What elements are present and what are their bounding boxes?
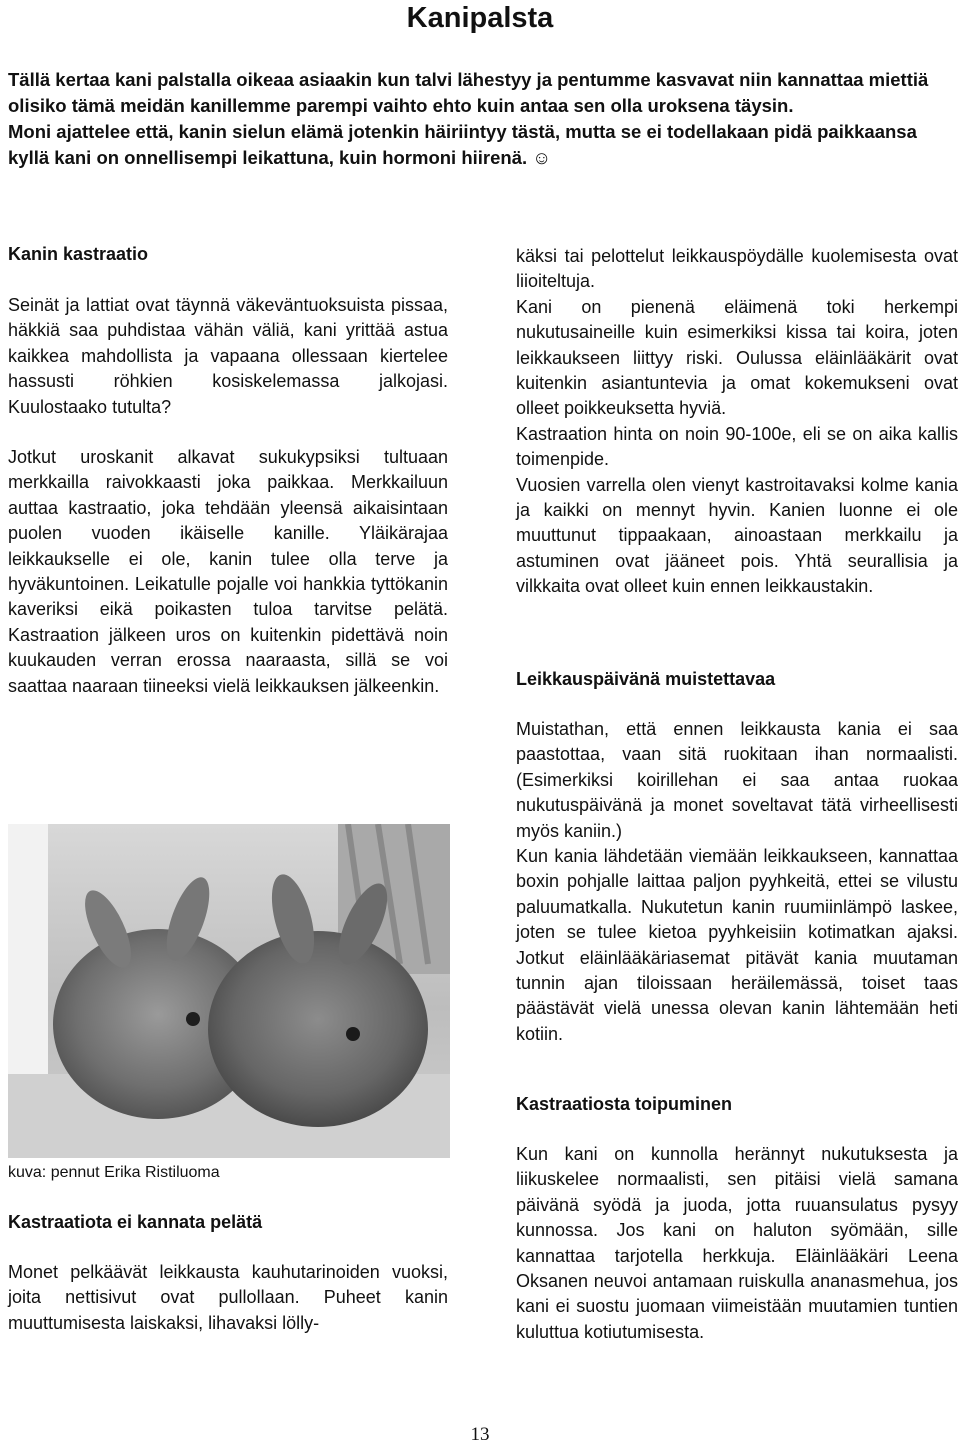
right-paragraph-day-2: Kun kania lähdetään viemään leikkaukseen, kannattaa boxin pohjalle laittaa paljon pyyhkeitä, ettei se vilustu paluumatkalla. Nukutetun kanin ruumiinlämpö laskee, joten se tulee kietoa pyyhkeisiin kotimatkan ajaksi. Jotkut eläinlääkäriasemat pitävät kania muutaman tunnin ajan tiloissaan heräilemässä, toiset taas päästävät vielä unessa olevan kanin lähtemään heti kotiin. [516, 846, 958, 1044]
right-paragraph-cont-2: Kani on pienenä eläimenä toki herkempi nukutusaineille kuin esimerkiksi kissa tai koira, joten leikkaukseen liittyy riski. Oulussa eläinlääkärit ovat kuitenkin asiantuntevia ja omat kokemukseni ovat olleet poikkeuksetta hyviä. [516, 296, 958, 419]
right-paragraph-cont-4: Vuosien varrella olen vienyt kastroitavaksi kolme kania ja kaikki on mennyt hyvin. Kanien luonne ei ole muuttunut tippaakaan, ainoastaan merkkailu ja astuminen ovat jääneet pois. Yhtä seurallisia ja vilkkaita ovat olleet kuin ennen leikkaustakin. [516, 474, 958, 597]
right-column [516, 244, 958, 600]
heading-kastraatiosta-toipuminen: Kastraatiosta toipuminen [516, 1094, 733, 1114]
rabbit-photo [8, 824, 450, 1158]
heading-leikkauspaivana-muistettavaa: Leikkauspäivänä muistettavaa [516, 669, 776, 689]
left-column-lower [8, 1210, 448, 1336]
page-number: 13 [470, 1424, 490, 1445]
intro-paragraph-1: Tällä kertaa kani palstalla oikeaa asiaakin kun talvi lähestyy ja pentumme kasvavat niin kannattaa miettiä olisiko tämä meidän kanillemme parempi vaihto ehto kuin antaa sen olla uroksena täysin. [8, 69, 929, 116]
intro-paragraph-2: Moni ajattelee että, kanin sielun elämä jotenkin häiriintyy tästä, mutta se ei todellakaan pidä paikkaansa kyllä kani on onnellisempi leikattuna, kuin hormoni hiirenä. ☺ [8, 121, 917, 168]
right-column-mid [516, 667, 958, 1047]
left-paragraph-2: Jotkut uroskanit alkavat sukukypsiksi tultuaan merkkailla raivokkaasti joka paikkaa. Merkkailuun auttaa kastraatio, joka tehdään yleensä aikaisintaan puolen vuoden ikäiselle kanille. Yläikärajaa leikkaukselle ei ole, kanin tulee olla terve ja hyväkuntoinen. Leikatulle pojalle voi hankkia tyttökanin kaveriksi eikä poikasten tuloa tarvitse pelätä. Kastraation jälkeen uros on kuitenkin pidettävä noin kuukauden verran erossa naaraasta, sillä se voi saattaa naaraan tiineeksi vielä leikkauksen jälkeenkin. [8, 447, 448, 696]
page-title: Kanipalsta [406, 2, 554, 34]
intro [8, 67, 948, 171]
photo-caption: kuva: pennut Erika Ristiluoma [8, 1164, 220, 1181]
left-paragraph-1: Seinät ja lattiat ovat täynnä väkeväntuoksuista pissaa, häkkiä saa puhdistaa vähän väliä, kani yrittää astua kaikkea mahdollista ja vapaana ollessaan kiertelee hassusti röhkien kosiskelemassa jalkojasi. Kuulostaako tutulta? [8, 295, 448, 417]
right-paragraph-cont-3: Kastraation hinta on noin 90-100e, eli se on aika kallis toimenpide. [516, 423, 958, 470]
right-paragraph-cont-1: käksi tai pelottelut leikkauspöydälle kuolemisesta ovat liioiteltuja. [516, 246, 958, 292]
heading-kanin-kastraatio: Kanin kastraatio [8, 244, 149, 264]
left-column [8, 242, 448, 699]
right-paragraph-day-1: Muistathan, että ennen leikkausta kania ei saa paastottaa, vaan sitä ruokitaan ihan normaalisti. (Esimerkiksi koirillehan ei saa antaa ruokaa nukutuspäivänä ja monet soveltavat tätä virheellisesti myös kaniin.) [516, 719, 958, 841]
heading-kastraatiota-ei-kannata-pelata: Kastraatiota ei kannata pelätä [8, 1212, 263, 1232]
left-paragraph-3: Monet pelkäävät leikkausta kauhutarinoiden vuoksi, joita nettisivut ovat pullollaan. Puheet kanin muuttumisesta laiskaksi, lihavaksi lölly- [8, 1262, 448, 1333]
right-paragraph-recovery: Kun kani on kunnolla herännyt nukutuksesta ja liikuskelee normaalisti, sen pitäisi vielä samana päivänä syödä ja juoda, jotta ruuansulatus pysyy kunnossa. Jos kani on haluton syömään, sille kannattaa tarjotella herkkuja. Eläinlääkäri Leena Oksanen neuvoi antamaan ruiskulla ananasmehua, jos kani ei suostu juomaan viimeistään muutamien tuntien kuluttua kotiutumisesta. [516, 1144, 958, 1342]
right-column-lower [516, 1092, 958, 1345]
